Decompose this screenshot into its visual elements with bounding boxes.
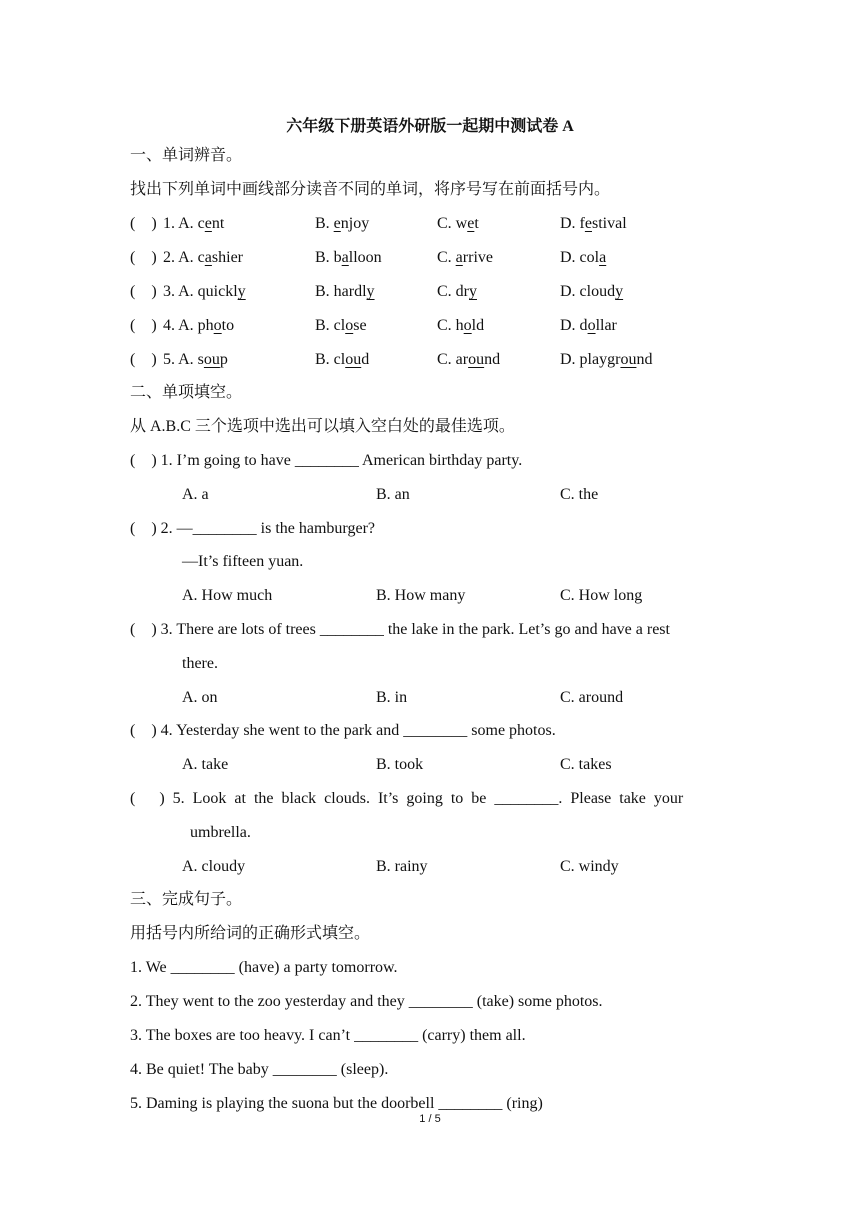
s2-q1-stem: ( ) 1. I’m going to have ________ American birthday party. — [130, 452, 523, 469]
s3-item-2: 2. They went to the zoo yesterday and they ________ (take) some photos. — [130, 993, 603, 1010]
s1-q3-option-a: 3. A. quickly — [163, 283, 246, 300]
s2-q4-option-a: A. take — [182, 756, 229, 773]
s1-q5-option-c: C. around — [437, 351, 501, 368]
s1-q1-option-d: D. festival — [560, 215, 627, 232]
underlined-letters: a — [341, 249, 349, 266]
s2-q1-option-c: C. the — [560, 486, 599, 503]
s2-q1-option-a: A. a — [182, 486, 209, 503]
s2-q2-stem: ( ) 2. —________ is the hamburger? — [130, 520, 375, 537]
s3-item-5: 5. Daming is playing the suona but the doorbell ________ (ring) — [130, 1095, 543, 1112]
s1-q1-option-c: C. wet — [437, 215, 479, 232]
page-number: 1 / 5 — [419, 1113, 441, 1125]
s2-q4-option-c: C. takes — [560, 756, 612, 773]
section-2-heading: 二、单项填空。 — [130, 384, 243, 401]
s1-q2-option-c: C. arrive — [437, 249, 493, 266]
s2-q3-option-b: B. in — [376, 689, 408, 706]
s2-q5-option-a: A. cloudy — [182, 858, 246, 875]
section-3-heading: 三、完成句子。 — [130, 891, 243, 908]
question-paren: ( ) — [130, 249, 157, 266]
underlined-letters: a — [204, 249, 212, 266]
underlined-letters: ou — [203, 351, 220, 368]
underlined-letters: a — [455, 249, 463, 266]
s1-q5-option-d: D. playground — [560, 351, 653, 368]
underlined-letters: e — [467, 215, 475, 232]
underlined-letters: ou — [345, 351, 362, 368]
underlined-letters: o — [463, 317, 472, 334]
page-title: 六年级下册英语外研版一起期中测试卷 A — [286, 118, 574, 135]
underlined-letters: o — [587, 317, 596, 334]
section-2-instruction: 从 A.B.C 三个选项中选出可以填入空白处的最佳选项。 — [130, 418, 515, 435]
underlined-letters: o — [213, 317, 222, 334]
s2-q5-stem: ( ) 5. Look at the black clouds. It’s going to be ________. Please take your — [130, 790, 684, 807]
s1-q3-option-d: D. cloudy — [560, 283, 624, 300]
s3-item-3: 3. The boxes are too heavy. I can’t ________ (carry) them all. — [130, 1027, 526, 1044]
s1-q5-option-a: 5. A. soup — [163, 351, 228, 368]
s2-q5-option-b: B. rainy — [376, 858, 428, 875]
s1-q4-option-a: 4. A. photo — [163, 317, 235, 334]
question-paren: ( ) — [130, 317, 157, 334]
s1-q5-option-b: B. cloud — [315, 351, 370, 368]
s1-q2-option-d: D. cola — [560, 249, 607, 266]
s2-q5-stem-line2: umbrella. — [190, 824, 251, 841]
s1-q3-option-c: C. dry — [437, 283, 477, 300]
underlined-letters: e — [204, 215, 212, 232]
s2-q2-option-c: C. How long — [560, 587, 643, 604]
s2-q5-option-c: C. windy — [560, 858, 619, 875]
s3-item-4: 4. Be quiet! The baby ________ (sleep). — [130, 1061, 389, 1078]
s2-q3-stem: ( ) 3. There are lots of trees ________ the lake in the park. Let’s go and have a rest — [130, 621, 670, 638]
underlined-letters: ou — [468, 351, 485, 368]
s1-q4-option-b: B. close — [315, 317, 367, 334]
question-paren: ( ) — [130, 283, 157, 300]
underlined-letters: e — [584, 215, 592, 232]
s1-q1-option-b: B. enjoy — [315, 215, 370, 232]
s1-q3-option-b: B. hardly — [315, 283, 375, 300]
s1-q4-option-c: C. hold — [437, 317, 485, 334]
s1-q2-option-b: B. balloon — [315, 249, 382, 266]
section-1-instruction: 找出下列单词中画线部分读音不同的单词，将序号写在前面括号内。 — [130, 181, 611, 198]
question-paren: ( ) — [130, 215, 157, 232]
question-paren: ( ) — [130, 351, 157, 368]
s2-q2-stem-line2: —It’s fifteen yuan. — [182, 553, 304, 570]
s2-q2-option-b: B. How many — [376, 587, 466, 604]
s1-q1-option-a: 1. A. cent — [163, 215, 225, 232]
s2-q3-option-a: A. on — [182, 689, 218, 706]
section-3-instruction: 用括号内所给词的正确形式填空。 — [130, 925, 371, 942]
underlined-letters: e — [333, 215, 341, 232]
underlined-letters: y — [615, 283, 624, 300]
underlined-letters: y — [469, 283, 477, 300]
s3-item-1: 1. We ________ (have) a party tomorrow. — [130, 959, 398, 976]
s2-q2-option-a: A. How much — [182, 587, 273, 604]
underlined-letters: y — [237, 283, 246, 300]
s2-q3-option-c: C. around — [560, 689, 624, 706]
s2-q4-option-b: B. took — [376, 756, 424, 773]
s1-q4-option-d: D. dollar — [560, 317, 617, 334]
s2-q3-stem-line2: there. — [182, 655, 218, 672]
underlined-letters: o — [345, 317, 354, 334]
s2-q1-option-b: B. an — [376, 486, 410, 503]
underlined-letters: y — [366, 283, 375, 300]
s2-q4-stem: ( ) 4. Yesterday she went to the park and ________ some photos. — [130, 722, 556, 739]
underlined-letters: ou — [620, 351, 637, 368]
section-1-heading: 一、单词辨音。 — [130, 147, 243, 164]
underlined-letters: a — [599, 249, 607, 266]
s1-q2-option-a: 2. A. cashier — [163, 249, 243, 266]
